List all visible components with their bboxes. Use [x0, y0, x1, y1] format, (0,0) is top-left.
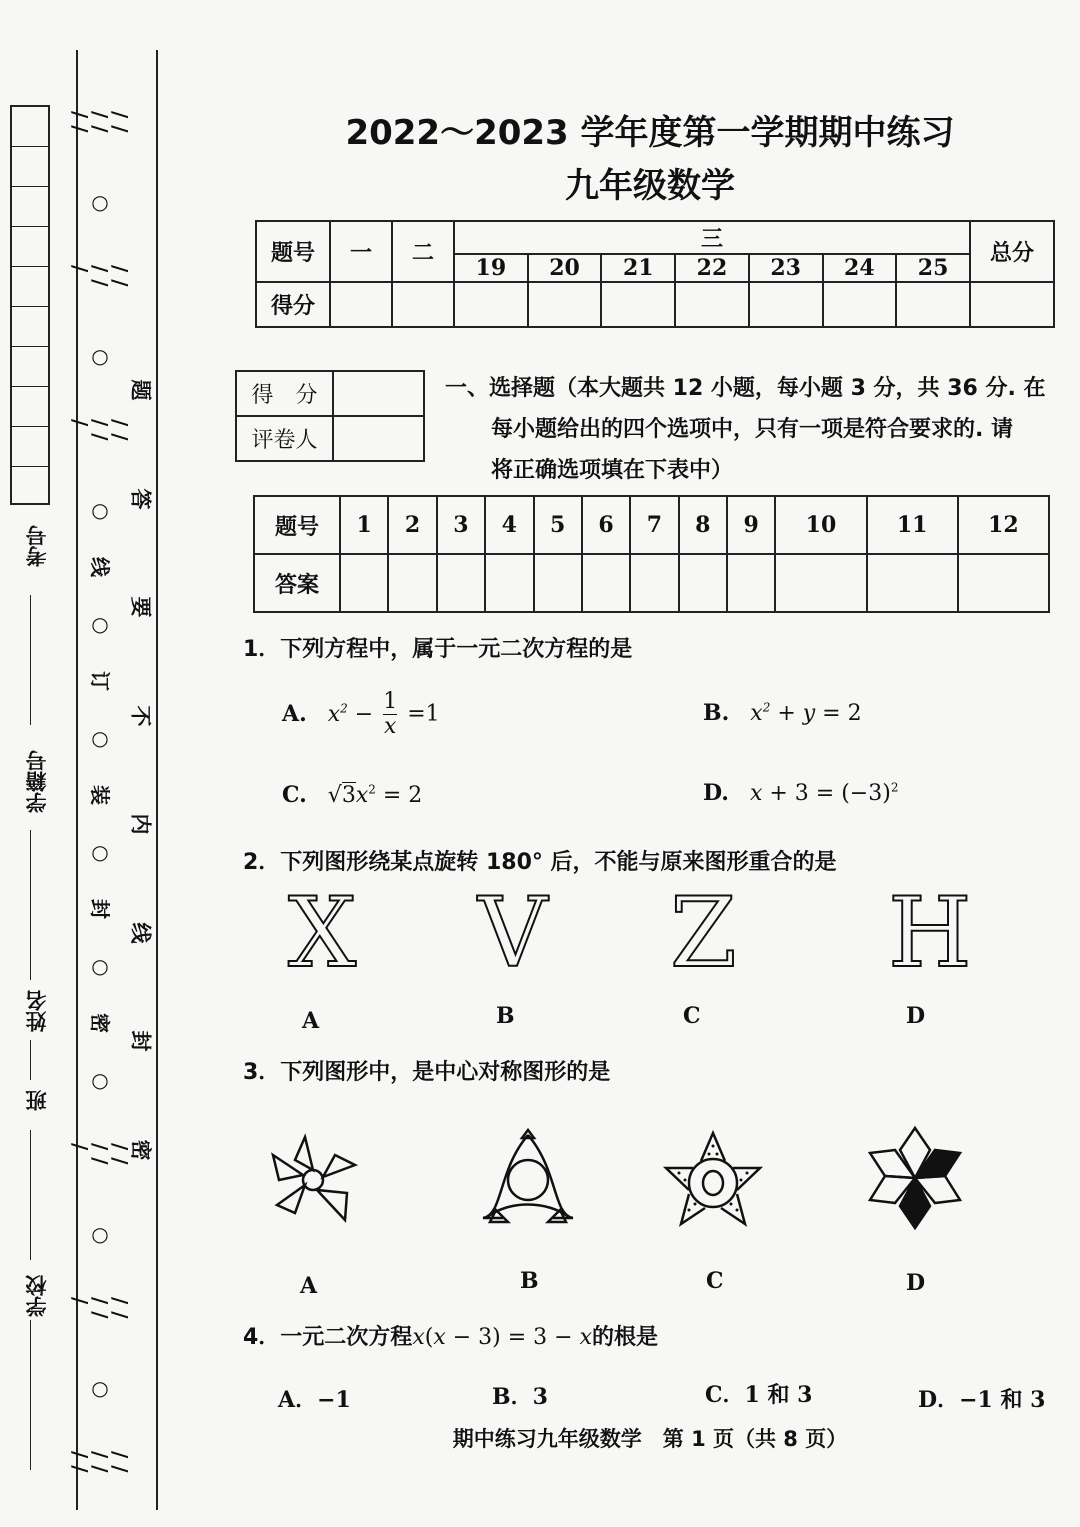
notice-char: 答 — [128, 488, 152, 510]
q2-glyph-x: X — [288, 877, 357, 989]
q4-stem: 4．一元二次方程x(x − 3) = 3 − x的根是 — [243, 1325, 659, 1350]
q1-option-d[interactable]: D. $x + 3 = (-3)^2$ — [703, 780, 899, 806]
answer-col-number: 1 — [340, 496, 388, 554]
cut-word-xian: 线 — [88, 557, 112, 577]
q2-glyph-h: H — [888, 877, 972, 989]
score-col-q19: 19 — [454, 254, 528, 282]
page-footer: 期中练习九年级数学 第 1 页（共 8 页） — [452, 1427, 848, 1451]
score-col-q22: 22 — [675, 254, 749, 282]
q2-stem: 2．下列图形绕某点旋转 180° 后，不能与原来图形重合的是 — [243, 850, 837, 875]
cut-word-feng: 封 — [88, 899, 112, 919]
answer-cell[interactable] — [388, 554, 436, 612]
q1-option-c[interactable]: C. $√3x^2 = 2$ — [282, 782, 423, 808]
answer-col-number: 10 — [775, 496, 866, 554]
notice-char: 要 — [128, 596, 152, 618]
q2-glyph-v: V — [478, 877, 548, 989]
score-cell[interactable] — [454, 282, 528, 327]
answer-cell[interactable] — [485, 554, 533, 612]
grader-name-label: 评卷人 — [236, 416, 333, 461]
answer-cell[interactable] — [340, 554, 388, 612]
score-row-label-number: 题号 — [256, 221, 330, 282]
score-col-q21: 21 — [601, 254, 675, 282]
student-id-blank[interactable] — [30, 830, 31, 980]
score-cell[interactable] — [896, 282, 970, 327]
q2-label-a[interactable]: A — [302, 1008, 320, 1034]
section1-line3: 将正确选项填在下表中） — [491, 458, 734, 483]
q3-label-c[interactable]: C — [706, 1268, 724, 1294]
score-cell[interactable] — [528, 282, 602, 327]
q3-label-a[interactable]: A — [300, 1273, 318, 1299]
q4-stem-prefix: 4．一元二次方程 — [243, 1325, 413, 1350]
q4-stem-suffix: 的根是 — [592, 1325, 659, 1350]
q1-option-b-label: B. — [703, 700, 730, 726]
q1-option-b[interactable]: B. $x^2 + y = 2$ — [703, 700, 862, 726]
cut-line-column: / / / / / / ○ / / / / / ○ / / / / / ○ 线 ○ 订 ○ 装 ○ 封 ○ 密 ○ / / / / / ○ / / / / / ○ / / / / / / — [68, 111, 132, 1473]
name-label: 姓名 — [25, 990, 49, 1032]
grader-table — [235, 370, 425, 462]
exam-subtitle: 九年级数学 — [565, 166, 735, 206]
cut-word-ding: 订 — [88, 671, 112, 691]
score-col-q24: 24 — [823, 254, 897, 282]
notice-char: 内 — [128, 813, 152, 835]
answer-col-number: 9 — [727, 496, 775, 554]
answer-col-number: 6 — [582, 496, 630, 554]
answer-table — [253, 495, 1050, 613]
exam-number-blank[interactable] — [30, 595, 31, 725]
score-col-q20: 20 — [528, 254, 602, 282]
grader-score-label: 得 分 — [236, 371, 333, 416]
seal-notice — [126, 375, 156, 1165]
q4-option-d[interactable]: D．−1 和 3 — [918, 1387, 1046, 1413]
q1-option-d-label: D. — [703, 780, 729, 806]
class-blank[interactable] — [30, 1130, 31, 1260]
score-col-part2: 二 — [392, 221, 454, 282]
score-cell[interactable] — [330, 282, 392, 327]
answer-cell[interactable] — [775, 554, 866, 612]
score-cell-total[interactable] — [970, 282, 1054, 327]
class-label: 班 — [25, 1090, 49, 1111]
exam-number-label: 考号 — [25, 525, 49, 567]
section1-line1: 一、选择题（本大题共 12 小题，每小题 3 分，共 36 分. 在 — [445, 376, 1046, 401]
score-table — [255, 220, 1055, 328]
notice-char: 题 — [128, 379, 152, 401]
section1-line2: 每小题给出的四个选项中，只有一项是符合要求的. 请 — [491, 417, 1014, 442]
q3-figure-c — [663, 1128, 763, 1238]
q1-option-c-label: C. — [282, 782, 307, 808]
q4-option-b[interactable]: B．3 — [492, 1384, 548, 1410]
score-col-q25: 25 — [896, 254, 970, 282]
notice-char: 封 — [128, 1030, 152, 1052]
score-col-part1: 一 — [330, 221, 392, 282]
notice-char: 密 — [128, 1139, 152, 1161]
answer-col-number: 7 — [630, 496, 678, 554]
q2-label-d[interactable]: D — [906, 1003, 926, 1029]
grader-score-cell[interactable] — [333, 371, 424, 416]
answer-cell[interactable] — [630, 554, 678, 612]
q3-label-d[interactable]: D — [906, 1270, 926, 1296]
name-blank[interactable] — [30, 1040, 31, 1080]
cut-word-zhuang: 装 — [88, 785, 112, 805]
q2-label-c[interactable]: C — [683, 1003, 701, 1029]
notice-char: 不 — [128, 705, 152, 727]
score-cell[interactable] — [823, 282, 897, 327]
answer-row-label-answer: 答案 — [254, 554, 340, 612]
q4-option-c[interactable]: C．1 和 3 — [705, 1382, 813, 1408]
score-col-total: 总分 — [970, 221, 1054, 282]
q2-label-b[interactable]: B — [496, 1003, 515, 1029]
school-label: 学校 — [25, 1275, 49, 1317]
q2-glyph-z: Z — [670, 877, 737, 989]
q3-figure-a — [265, 1125, 365, 1235]
q1-option-a[interactable]: A. $x^2$ − $\frac{1}{x}$ =1 — [282, 689, 440, 739]
q1-stem: 1．下列方程中，属于一元二次方程的是 — [243, 637, 633, 662]
score-cell[interactable] — [392, 282, 454, 327]
binding-line-right — [156, 50, 158, 1510]
answer-col-number: 5 — [534, 496, 582, 554]
answer-cell[interactable] — [727, 554, 775, 612]
notice-char: 线 — [128, 922, 152, 944]
answer-cell[interactable] — [958, 554, 1049, 612]
answer-col-number: 11 — [867, 496, 958, 554]
answer-col-number: 2 — [388, 496, 436, 554]
answer-col-number: 12 — [958, 496, 1049, 554]
score-cell[interactable] — [675, 282, 749, 327]
q3-figure-b — [478, 1130, 578, 1230]
answer-cell[interactable] — [679, 554, 727, 612]
score-cell[interactable] — [749, 282, 823, 327]
answer-cell[interactable] — [437, 554, 485, 612]
score-row-label-score: 得分 — [256, 282, 330, 327]
score-col-part3: 三 — [454, 221, 970, 254]
exam-number-boxes[interactable] — [10, 105, 50, 505]
answer-col-number: 3 — [437, 496, 485, 554]
q3-stem: 3．下列图形中，是中心对称图形的是 — [243, 1060, 611, 1085]
answer-cell[interactable] — [582, 554, 630, 612]
exam-title: 2022～2023 学年度第一学期期中练习 — [345, 113, 955, 153]
cut-word-mi: 密 — [88, 1013, 112, 1033]
student-id-label: 学籍号 — [25, 750, 49, 813]
q3-figure-d — [860, 1128, 970, 1228]
q3-label-b[interactable]: B — [520, 1268, 539, 1294]
answer-row-label-number: 题号 — [254, 496, 340, 554]
answer-cell[interactable] — [534, 554, 582, 612]
score-cell[interactable] — [601, 282, 675, 327]
q4-option-a[interactable]: A．−1 — [278, 1387, 351, 1413]
answer-cell[interactable] — [867, 554, 958, 612]
school-blank[interactable] — [30, 1320, 31, 1470]
section1-instructions — [445, 368, 1065, 491]
score-col-q23: 23 — [749, 254, 823, 282]
answer-col-number: 4 — [485, 496, 533, 554]
q1-option-a-label: A. — [282, 700, 307, 727]
grader-name-cell[interactable] — [333, 416, 424, 461]
answer-col-number: 8 — [679, 496, 727, 554]
